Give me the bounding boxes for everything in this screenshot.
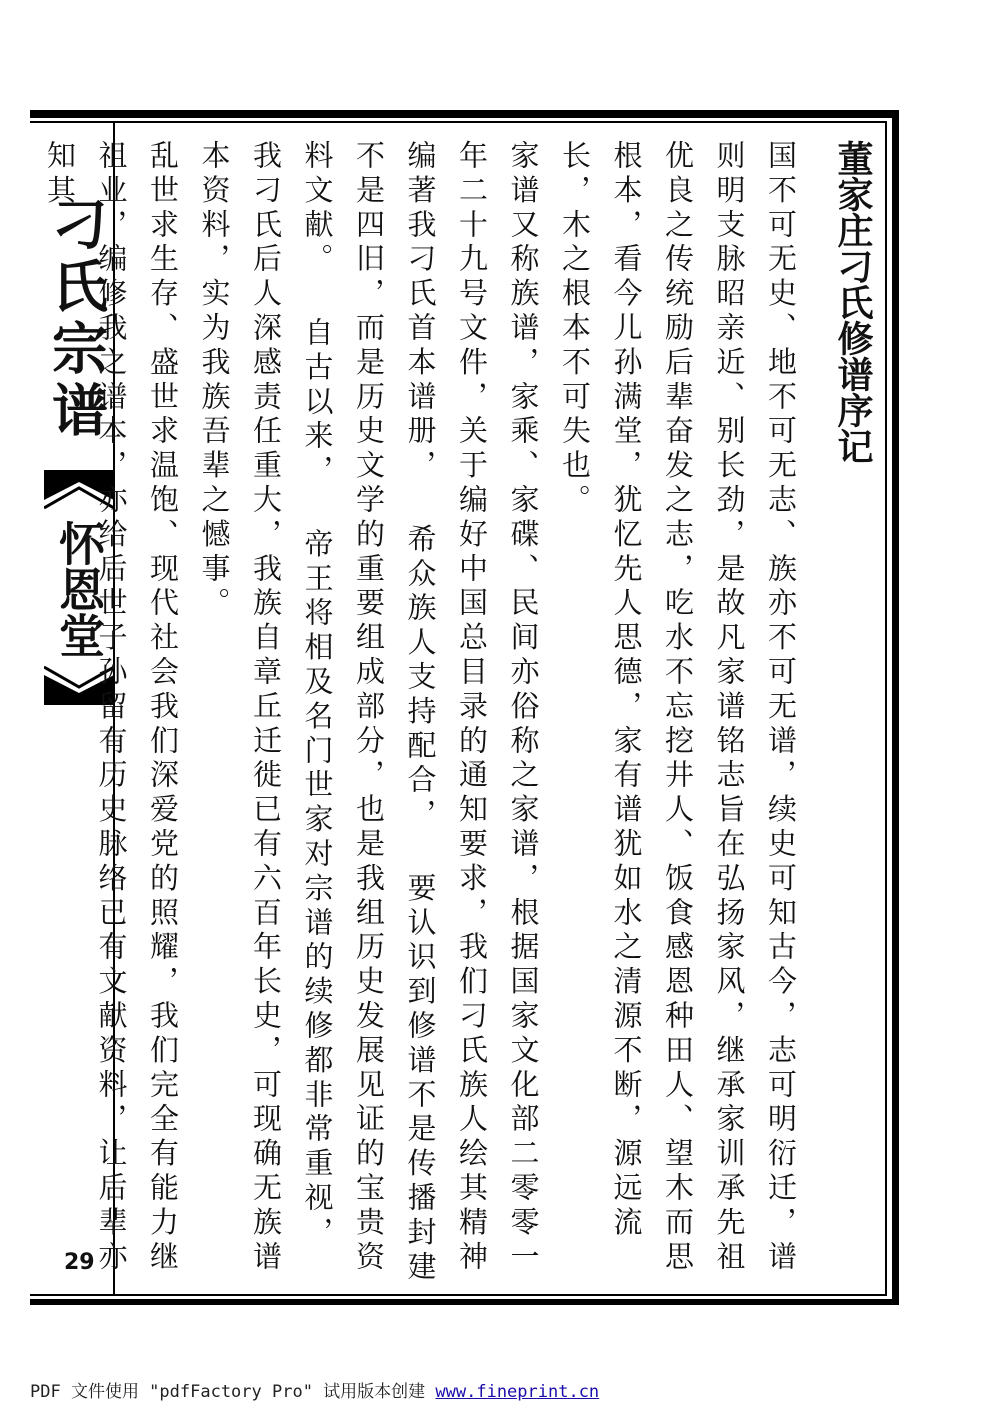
fineprint-link[interactable]: www.fineprint.cn xyxy=(435,1382,600,1402)
paragraph: 家谱又称族谱，家乘、家碟、民间亦俗称之家谱，根据国家文化部二零零一年二十九号文件，关于编好中国总目录的通知要求，我们刁氏族人绘其精神编著我刁氏首本谱册， 希众族人支持配合， 要认识到修谱不是传播封建不是四旧，而是历史文学的重要组成部分，也是我组历史发展见证的宝贵资料文献。 自古以来， 帝王将相及名门世家对宗谱的续修都非常重视， 我刁氏后人深感责任重大，我族自章丘迁徙已有六百年长史，可现确无族谱本资料，实为我族吾辈之憾事。 xyxy=(197,140,541,1286)
frame-right-thin-rule xyxy=(885,121,887,1296)
frame-bottom-thick-rule xyxy=(30,1299,899,1305)
paragraph: 国不可无史、地不可无志、族亦不可无谱，续史可知古今，志可明衍迁，谱则明支脉昭亲近、别长劲，是故凡家谱铭志旨在弘扬家风，继承家训承先祖优良之传统励后辈奋发之志，吃水不忘挖井人、饭食感恩种田人、望木而思根本，看今儿孙满堂，犹忆先人思德，家有谱犹如水之清源不断，源远流长，木之根本不可失也。 xyxy=(558,140,798,1276)
frame-top-thin-rule xyxy=(30,121,887,123)
paragraph: 乱世求生存、盛世求温饱、现代社会我们深爱党的照耀，我们完全有能力继祖业，编修我之谱本，亦给后世子孙留有历史脉络已有文献资料，让后辈亦知其 xyxy=(43,140,180,1276)
page-number: 29 xyxy=(64,1250,95,1275)
frame-bottom-thin-rule xyxy=(30,1294,887,1296)
article-heading: 董家庄刁氏修谱序记 xyxy=(832,140,873,464)
watermark-text: PDF 文件使用 "pdfFactory Pro" 试用版本创建 xyxy=(30,1382,436,1402)
frame-top-thick-rule xyxy=(30,110,898,118)
hall-name: 怀恩堂 xyxy=(52,520,106,658)
book-title: 刁氏宗谱 xyxy=(43,195,108,443)
pdf-watermark-footer xyxy=(30,1377,599,1402)
frame-right-thick-rule xyxy=(892,110,899,1305)
